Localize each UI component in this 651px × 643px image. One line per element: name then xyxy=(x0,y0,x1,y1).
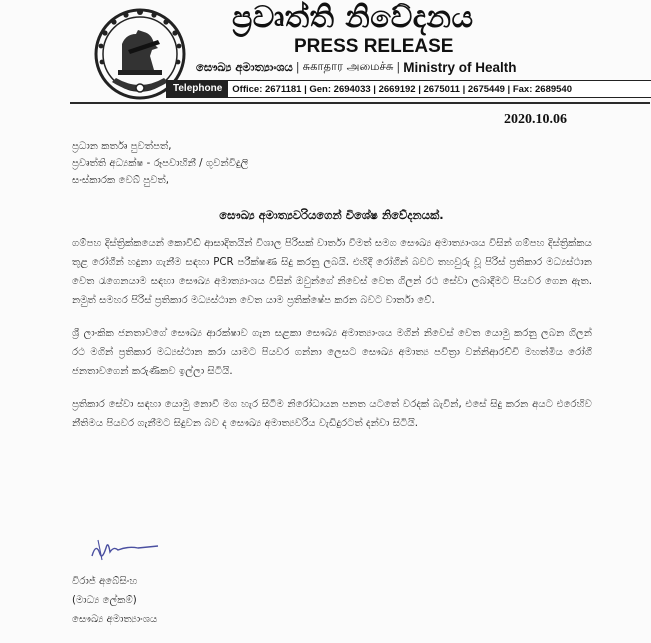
title-sinhala: ප්‍රවෘත්ති නිවේදනය xyxy=(232,0,474,35)
separator: | xyxy=(295,60,300,74)
recipient-line: සංස්කාරක වෙබ් පුවත්, xyxy=(72,175,170,186)
ministry-tamil: சுகாதார அமைச்சு xyxy=(302,59,394,73)
ministry-sinhala: සෞඛ්‍ය අමාත්‍යාංශය xyxy=(196,59,293,74)
recipient-line: ප්‍රධාන කර්තෘ පුවත්පත්, xyxy=(72,141,172,152)
paragraph: ප්‍රතිකාර සේවා සඳහා යොමු නොවී මග හැර සිටීම නිරෝධායන පනත යටතේ වරදක් බැවින්, එසේ සිදු කරන අයට එරෙහිව නීතිමය පියවර ගැනීමට සිදුවන බව ද සෞඛ්‍ය අමාත්‍යවරිය වැඩිදුරටත් දන්වා සිටියි. xyxy=(72,399,592,429)
paragraph: ගම්පහ දිස්ත්‍රික්කයෙන් කොවිඩ් ආසාදිතයින් විශාල පිරිසක් වාර්තා වීමත් සමග සෞඛ්‍ය අමාත්‍යාංශය විසින් ගම්පහ දිස්ත්‍රික්කය තුළ රෝගීන් හදුනා ගැනීම සඳහා PCR පරීක්ෂණ සිදු කරනු ලබයි. එහිදී රෝගීන් බවට තහවුරු වූ පිරිස් ප්‍රතිකාර මධ්‍යස්ථාන වෙත රැගෙනයාම සඳහා සෞඛ්‍ය අමාත්‍යාංශය විසින් ඔවුන්ගේ නිවෙස් වෙත ගිලන් රථ සේවා ලබාදීමට පියවර ගෙන ඇත. නමුත් සමහර පිරිස් ප්‍රතිකාර මධ්‍යස්ථාන වෙත යාම ප්‍රතික්ෂේප කරන බවට වාර්තා වේ. xyxy=(72,238,592,306)
header-divider xyxy=(70,102,650,104)
ministry-line xyxy=(196,58,517,76)
subject-text: සෞඛ්‍ය අමාත්‍යවරියගෙන් විශේෂ නිවේදනයක්. xyxy=(219,208,444,222)
paragraph: ශ්‍රී ලාංකික ජනතාවගේ සෞඛ්‍ය ආරක්ෂාව ගැන සළකා සෞඛ්‍ය අමාත්‍යාංශය මගින් නිවෙස් වෙත යොමු කරනු ලබන ගිලන් රථ මගින් ප්‍රතිකාර මධ්‍යස්ථාන කරා යාමට පියවර ගන්නා ලෙසට සෞඛ්‍ය අමාත්‍ය පවිත්‍රා වන්නිආරච්චි මහත්මිය රෝගී ජනතාවගෙන් කරුණිකව ඉල්ලා සිටියි. xyxy=(72,328,592,377)
recipients xyxy=(72,138,248,189)
signer-name: විරාජ් අබේසිංහ xyxy=(72,576,138,587)
body-text xyxy=(72,234,592,447)
release-date: 2020.10.06 xyxy=(504,112,567,127)
ministry-english: Ministry of Health xyxy=(403,59,517,75)
subject-heading xyxy=(0,208,651,223)
contact-bar xyxy=(166,80,651,98)
signer-organization: සෞඛ්‍ය අමාත්‍යාංශය xyxy=(72,614,158,625)
contact-numbers: Office: 2671181 | Gen: 2694033 | 2669192 | 2675011 | 2675449 | Fax: 2689540 xyxy=(232,83,572,95)
signer-title: (මාධ්‍ය ලේකම්) xyxy=(72,595,137,606)
title-english: PRESS RELEASE xyxy=(294,36,454,57)
separator: | xyxy=(396,60,401,74)
recipient-line: ප්‍රවෘත්ති අධ්‍යක්ෂ - රූපවාහිනී / ගුවන්විදුලි xyxy=(72,158,249,169)
signer-block xyxy=(72,572,157,629)
telephone-label: Telephone xyxy=(167,81,228,97)
signature-icon xyxy=(88,534,162,564)
